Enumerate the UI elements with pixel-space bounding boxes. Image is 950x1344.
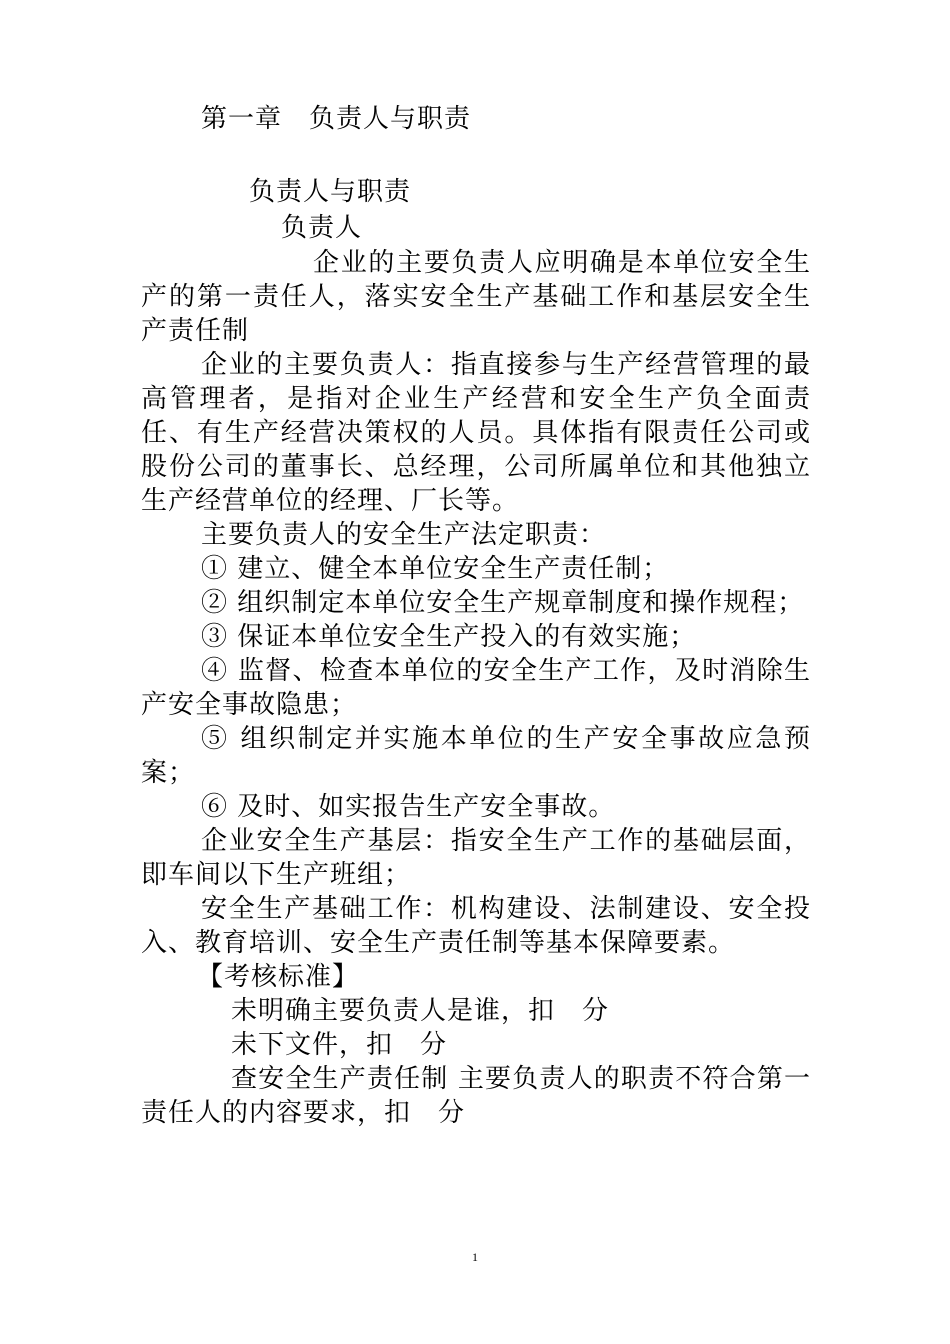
- duty-item-5: ⑤ 组织制定并实施本单位的生产安全事故应急预案；: [141, 724, 811, 788]
- criteria-heading: 【考核标准】: [197, 962, 360, 992]
- grassroots-definition-paragraph: 企业安全生产基层：指安全生产工作的基础层面，即车间以下生产班组；: [141, 826, 811, 890]
- section-title: 负责人与职责: [249, 177, 412, 207]
- criteria-item-1: 未明确主要负责人是谁，扣 分: [231, 996, 610, 1026]
- document-body: [141, 102, 811, 1130]
- principal-definition-paragraph: 企业的主要负责人：指直接参与生产经营管理的最高管理者，是指对企业生产经营和安全生产负全面责任、有生产经营决策权的人员。具体指有限责任公司或股份公司的董事长、总经理，公司所属单位和其他独立生产经营单位的经理、厂长等。: [141, 350, 811, 516]
- subsection-title: 负责人: [281, 213, 363, 243]
- duty-item-2: ② 组织制定本单位安全生产规章制度和操作规程；: [201, 588, 805, 618]
- basic-work-definition-paragraph: 安全生产基础工作：机构建设、法制建设、安全投入、教育培训、安全生产责任制等基本保障要素。: [141, 894, 811, 958]
- criteria-item-3: 查安全生产责任制 主要负责人的职责不符合第一责任人的内容要求，扣 分: [141, 1064, 811, 1128]
- duties-heading: 主要负责人的安全生产法定职责：: [201, 520, 607, 550]
- duty-item-4: ④ 监督、检查本单位的安全生产工作，及时消除生产安全事故隐患；: [141, 656, 811, 720]
- duty-item-1: ① 建立、健全本单位安全生产责任制；: [201, 554, 670, 584]
- chapter-title: 第一章 负责人与职责: [201, 104, 472, 134]
- criteria-item-2: 未下文件，扣 分: [231, 1030, 448, 1060]
- page-number: 1: [472, 1250, 478, 1264]
- duty-item-6: ⑥ 及时、如实报告生产安全事故。: [201, 792, 616, 822]
- duty-item-3: ③ 保证本单位安全生产投入的有效实施；: [201, 622, 697, 652]
- requirement-paragraph: 企业的主要负责人应明确是本单位安全生产的第一责任人，落实安全生产基础工作和基层安全生产责任制: [141, 248, 811, 346]
